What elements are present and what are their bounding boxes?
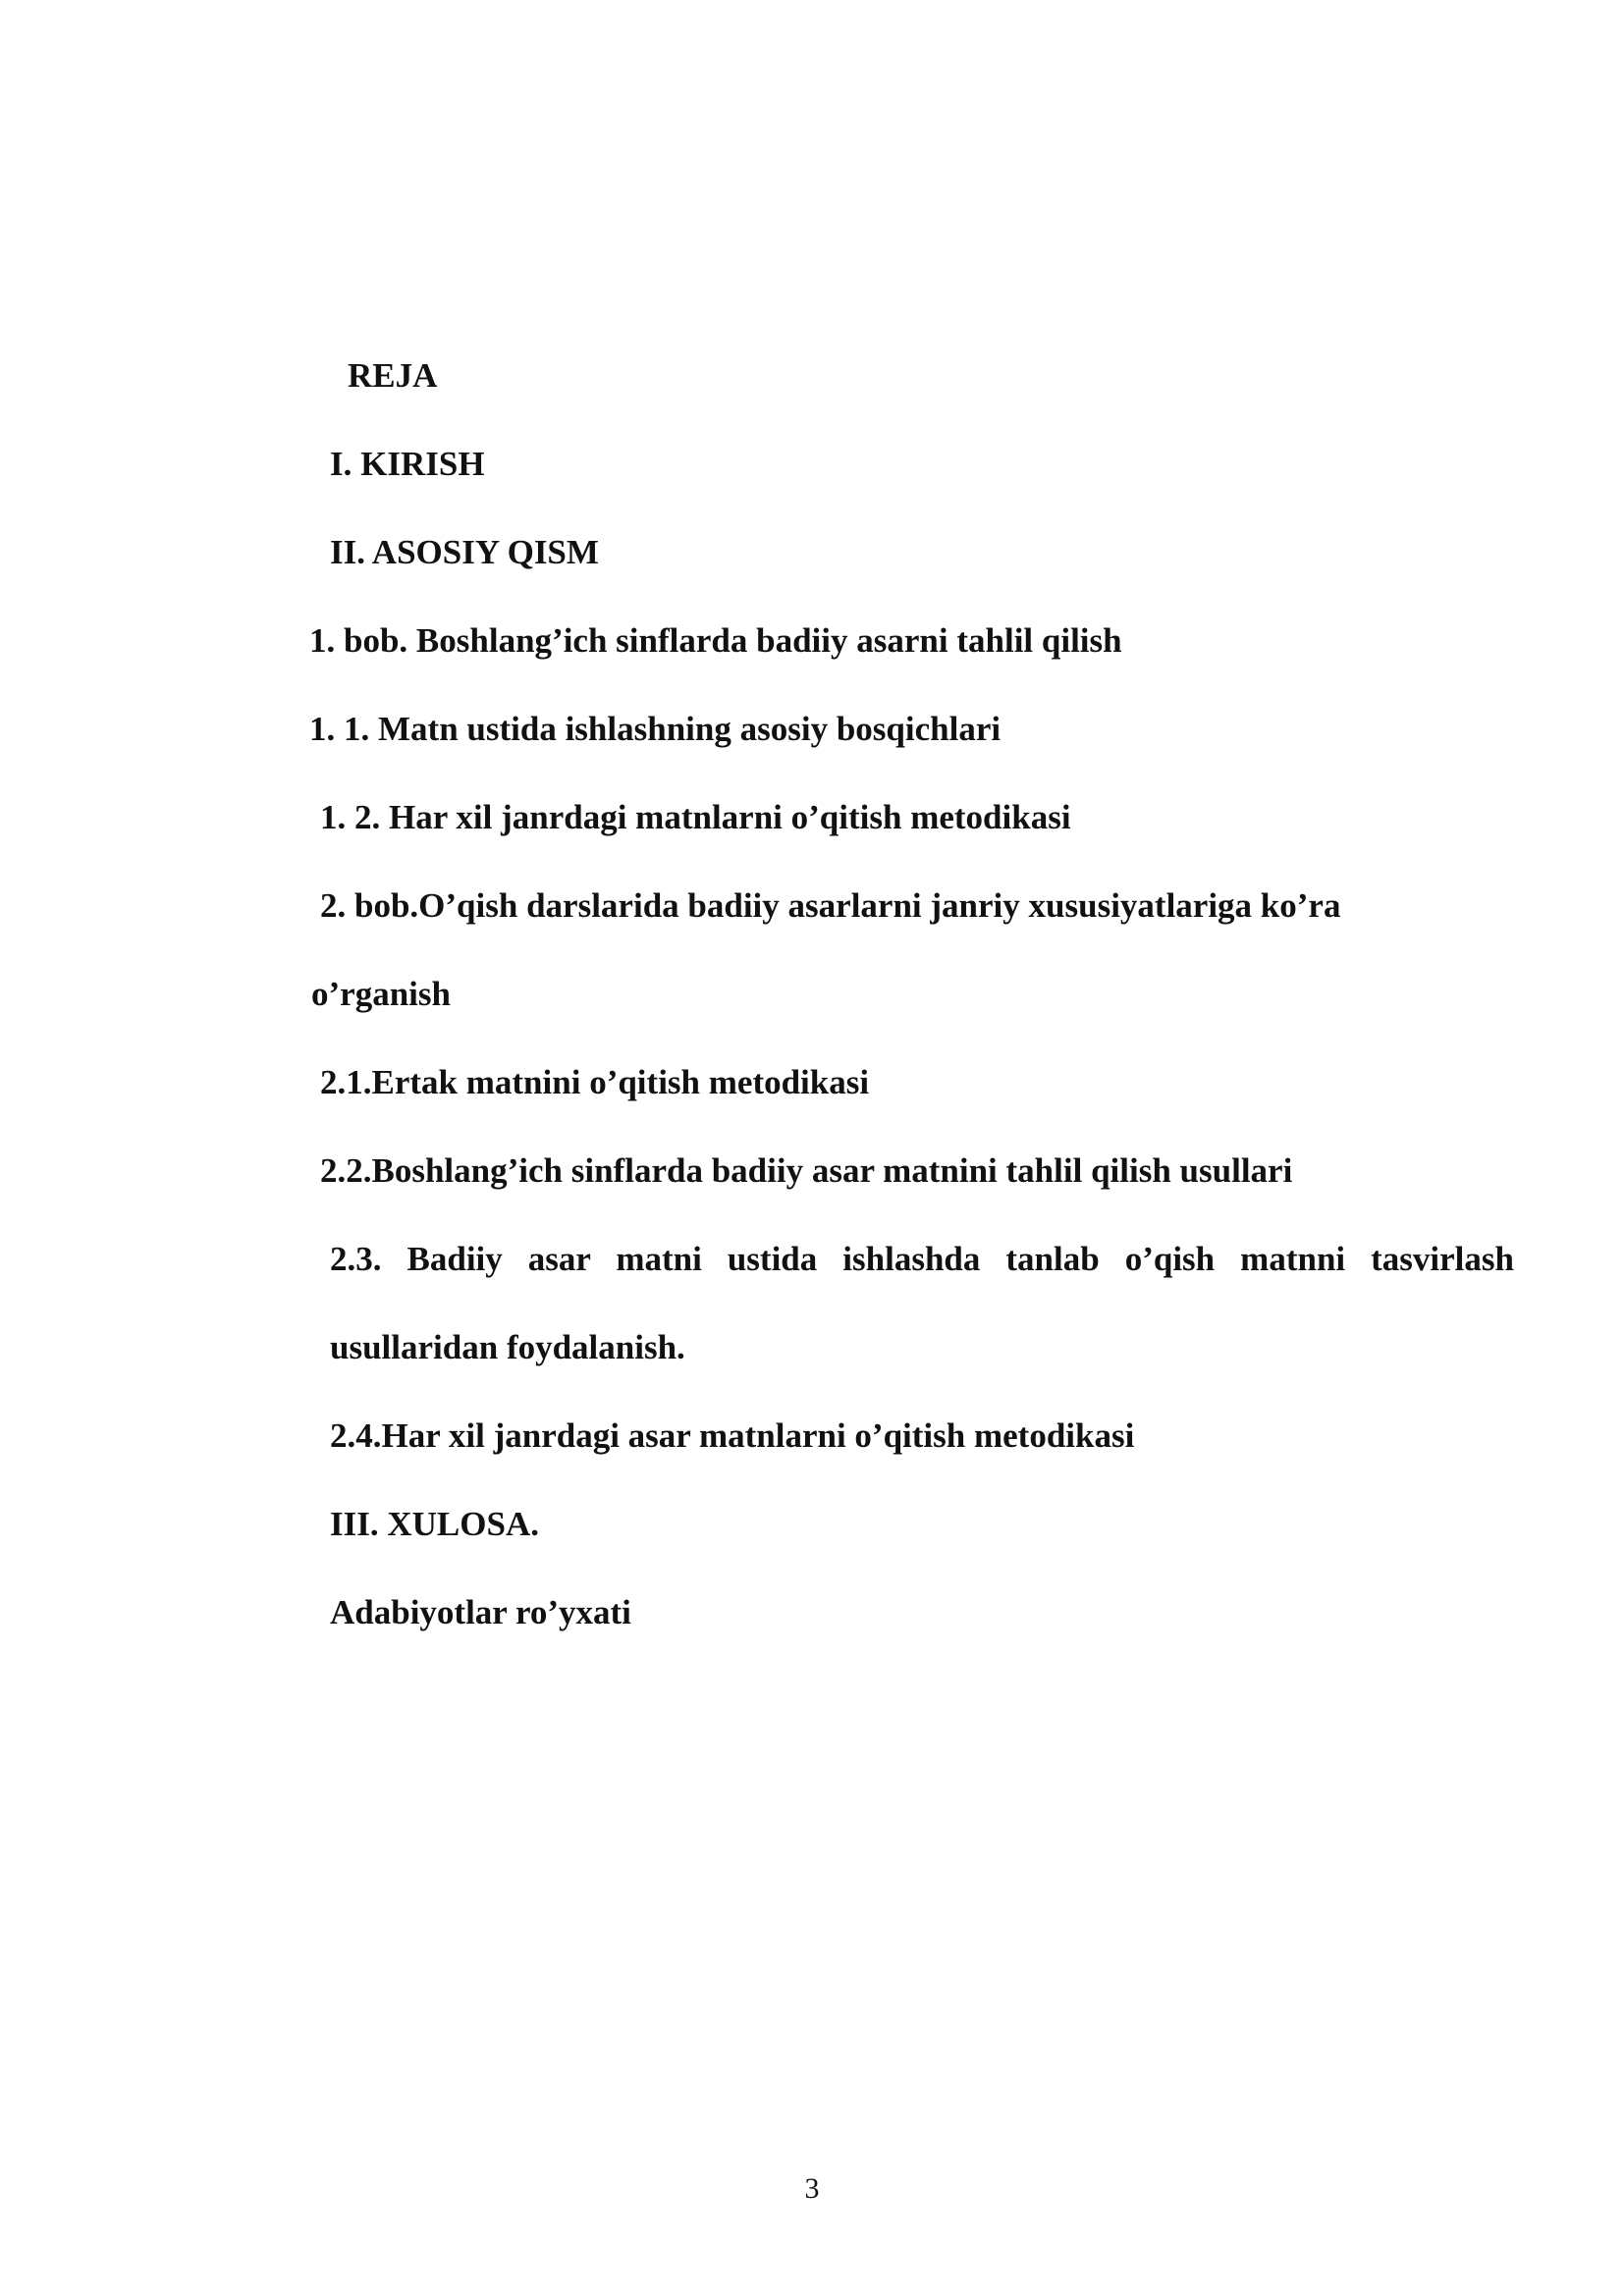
page-number: 3 xyxy=(804,2172,820,2205)
toc-line-section-1-2: 1. 2. Har xil janrdagi matnlarni o’qitish metodikasi xyxy=(320,798,1071,836)
toc-line-section-2-1: 2.1.Ertak matnini o’qitish metodikasi xyxy=(320,1063,870,1101)
plan-heading: REJA xyxy=(348,356,438,395)
toc-line-chapter-2: 2. bob.O’qish darslarida badiiy asarlarni janriy xususiyatlariga ko’ra xyxy=(320,886,1341,925)
toc-line-references: Adabiyotlar ro’yxati xyxy=(330,1593,631,1631)
toc-line-section-1-1: 1. 1. Matn ustida ishlashning asosiy bosqichlari xyxy=(309,710,1001,748)
toc-line-conclusion: III. XULOSA. xyxy=(330,1505,539,1543)
toc-line-section-2-4: 2.4.Har xil janrdagi asar matnlarni o’qitish metodikasi xyxy=(330,1416,1135,1455)
toc-line-chapter-1: 1. bob. Boshlang’ich sinflarda badiiy asarni tahlil qilish xyxy=(309,621,1122,660)
toc-line-section-2-3: 2.3. Badiiy asar matni ustida ishlashda tanlab o’qish matnni tasvirlash xyxy=(330,1240,1514,1278)
toc-line-main-part: II. ASOSIY QISM xyxy=(330,533,599,571)
toc-line-section-2-2: 2.2.Boshlang’ich sinflarda badiiy asar matnini tahlil qilish usullari xyxy=(320,1151,1293,1190)
toc-line-section-2-3-cont: usullaridan foydalanish. xyxy=(330,1328,685,1366)
toc-line-introduction: I. KIRISH xyxy=(330,445,485,483)
toc-line-chapter-2-cont: o’rganish xyxy=(311,975,451,1013)
